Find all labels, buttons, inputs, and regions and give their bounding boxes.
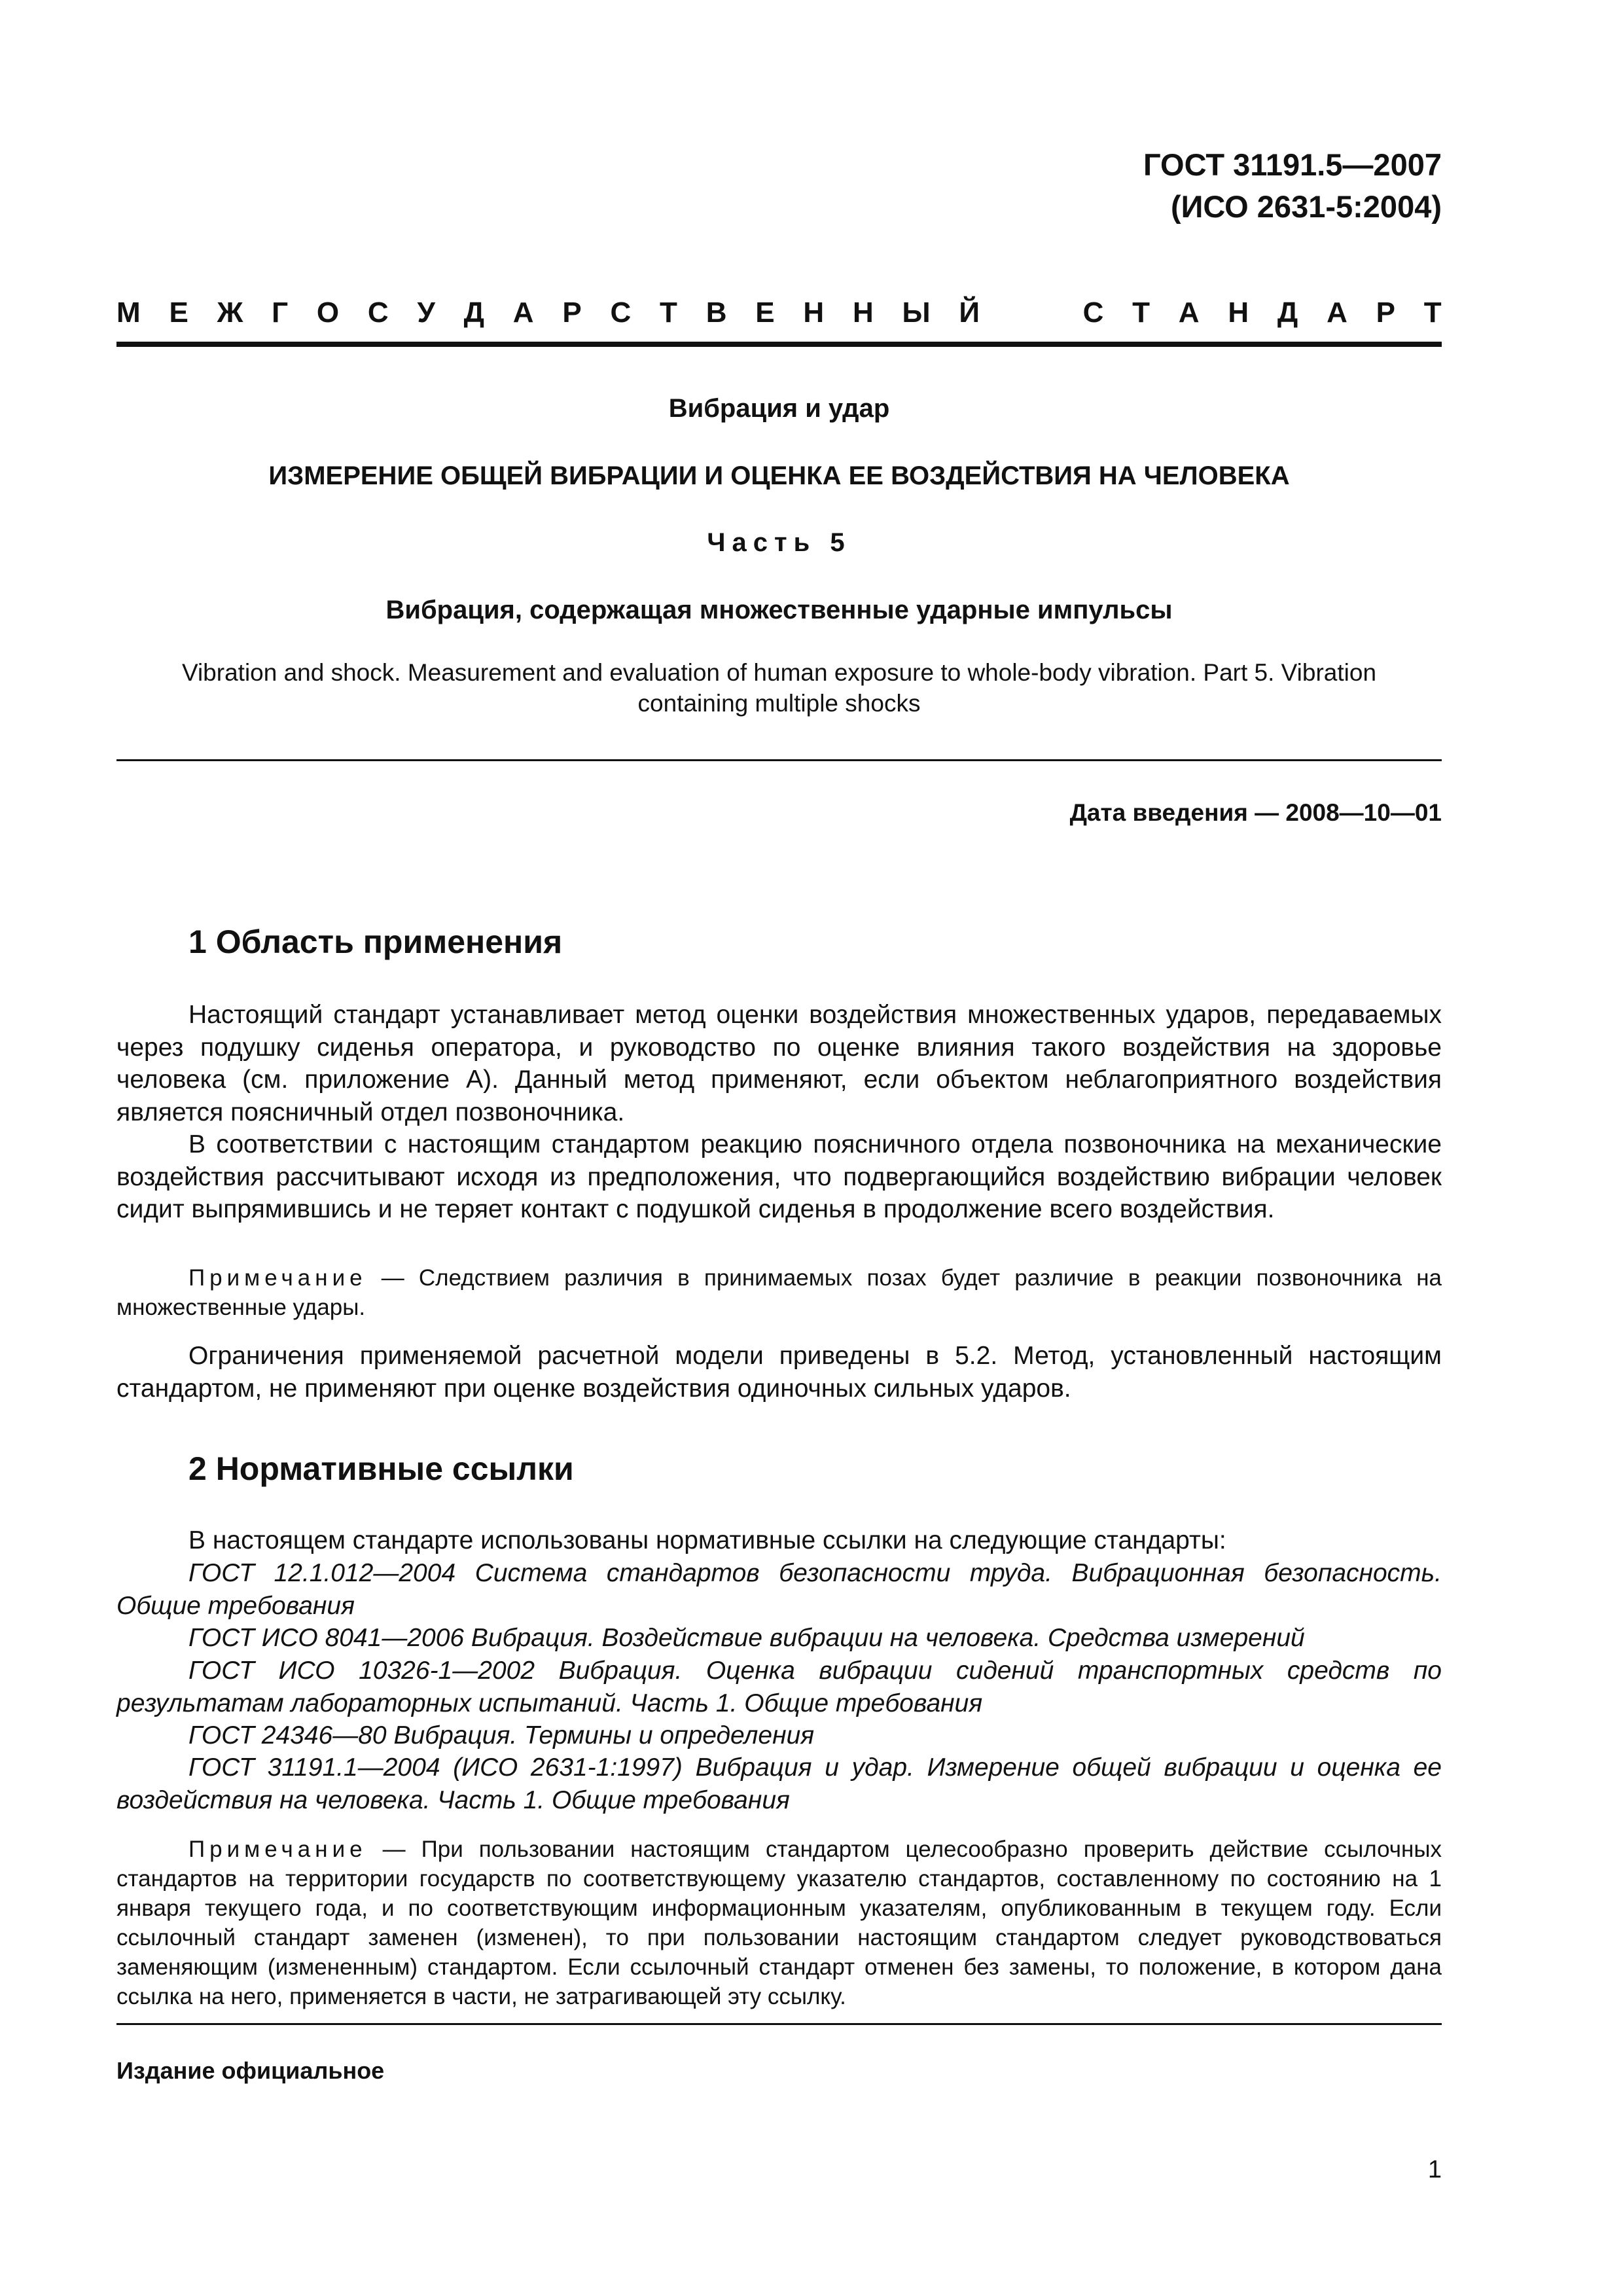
title-subtitle: Вибрация, содержащая множественные ударные импульсы <box>385 596 1173 624</box>
reference-text: ГОСТ ИСО 10326-1—2002 Вибрация. Оценка вибрации сидений транспортных средств по результатам лабораторных испытаний. Часть 1. Общие требования <box>116 1657 1442 1717</box>
title-part: Часть 5 <box>707 528 851 557</box>
banner-letter: Д <box>463 296 484 329</box>
banner-letter: Н <box>803 296 825 329</box>
banner-letter: С <box>367 296 389 329</box>
note-label: Примечание <box>188 1837 367 1862</box>
banner-letter: Р <box>1376 296 1395 329</box>
standard-number: ГОСТ 31191.5—2007 <box>1143 147 1442 182</box>
section-1-heading: 1 Область применения <box>188 924 563 960</box>
banner-letter: Е <box>755 296 775 329</box>
reference-item <box>116 1655 1442 1719</box>
banner-letter: Й <box>959 296 980 329</box>
section-2-intro <box>116 1524 1442 1557</box>
title-english: Vibration and shock. Measurement and evaluation of human exposure to whole-body vibration. Part 5. Vibration containing multiple shocks <box>181 659 1377 717</box>
page-number: 1 <box>1427 2156 1442 2183</box>
banner-letter: А <box>1327 296 1347 329</box>
banner-letter: О <box>316 296 340 329</box>
banner-letter: Д <box>1277 296 1298 329</box>
banner-letter: Ы <box>902 296 931 329</box>
section-2-note <box>116 1835 1442 2011</box>
reference-item <box>116 1751 1442 1816</box>
banner-letter: Т <box>1423 296 1442 329</box>
standard-identifier <box>1143 144 1442 228</box>
reference-text: ГОСТ 12.1.012—2004 Система стандартов безопасности труда. Вибрационная безопасность. Общие требования <box>116 1559 1442 1620</box>
interstate-standard-banner <box>116 293 1442 332</box>
note-text <box>116 1263 1442 1322</box>
note-text <box>116 1835 1442 2011</box>
official-edition-label: Издание официальное <box>116 2057 385 2084</box>
reference-text: ГОСТ ИСО 8041—2006 Вибрация. Воздействие вибрации на человека. Средства измерений <box>188 1624 1305 1652</box>
section-1-paragraph-1 <box>116 999 1442 1128</box>
banner-letter: Г <box>272 296 289 329</box>
reference-item <box>116 1557 1442 1622</box>
introduction-date: Дата введения — 2008—10—01 <box>1069 799 1442 826</box>
note-label: Примечание <box>188 1265 367 1291</box>
banner-letter: А <box>1178 296 1200 329</box>
banner-letter: А <box>512 296 534 329</box>
banner-spacer <box>1008 293 1054 332</box>
banner-letter: Ж <box>217 296 243 329</box>
section-1-paragraph-3 <box>116 1340 1442 1405</box>
section-1-note <box>116 1263 1442 1322</box>
paragraph-text: В настоящем стандарте использованы нормативные ссылки на следующие стандарты: <box>188 1526 1226 1554</box>
banner-letter: У <box>417 296 435 329</box>
reference-text: ГОСТ 24346—80 Вибрация. Термины и определения <box>188 1721 815 1749</box>
reference-text: ГОСТ 31191.1—2004 (ИСО 2631-1:1997) Вибрация и удар. Измерение общей вибрации и оценка ее воздействия на человека. Часть 1. Общие требования <box>116 1753 1442 1814</box>
footer-divider <box>116 2023 1442 2025</box>
banner-letter: С <box>610 296 632 329</box>
banner-divider <box>116 342 1442 347</box>
banner-letter: Т <box>1132 296 1150 329</box>
reference-item <box>116 1719 1442 1752</box>
banner-letter: Н <box>1228 296 1249 329</box>
banner-letter: Т <box>660 296 677 329</box>
title-divider <box>116 759 1442 761</box>
section-2-heading: 2 Нормативные ссылки <box>188 1450 574 1487</box>
note-body: — При пользовании настоящим стандартом целесообразно проверить действие ссылочных стандартов на территории государств по соответствующему указателю стандартов, составленному по состоянию на 1 января текущего года, и по соответствующим информационным указателям, опубликованным в текущем году. Если ссылочный стандарт заменен (изменен), то при пользовании настоящим стандартом следует руководствоваться заменяющим (измененным) стандартом. Если ссылочный стандарт отменен без замены, то положение, в котором дана ссылка на него, применяется в части, не затрагивающей эту ссылку. <box>116 1837 1442 2009</box>
paragraph-text: Настоящий стандарт устанавливает метод оценки воздействия множественных ударов, передаваемых через подушку сиденья оператора, и руководство по оценке влияния такого воздействия на здоровье человека (см. приложение А). Данный метод применяют, если объектом неблагоприятного воздействия является поясничный отдел позвоночника. <box>116 1001 1442 1126</box>
title-topic: Вибрация и удар <box>668 394 890 423</box>
note-body: — Следствием различия в принимаемых позах будет различие в реакции позвоночника на множественные удары. <box>116 1265 1442 1320</box>
title-main: ИЗМЕРЕНИЕ ОБЩЕЙ ВИБРАЦИИ И ОЦЕНКА ЕЕ ВОЗДЕЙСТВИЯ НА ЧЕЛОВЕКА <box>268 461 1290 490</box>
paragraph-text: Ограничения применяемой расчетной модели приведены в 5.2. Метод, установленный настоящим стандартом, не применяют при оценке воздействия одиночных сильных ударов. <box>116 1342 1442 1403</box>
banner-letter: В <box>705 296 727 329</box>
reference-item <box>116 1622 1442 1655</box>
banner-letter: Е <box>169 296 188 329</box>
section-1-paragraph-2 <box>116 1128 1442 1226</box>
banner-letter: С <box>1082 296 1104 329</box>
paragraph-text: В соответствии с настоящим стандартом реакцию поясничного отдела позвоночника на механические воздействия рассчитывают исходя из предположения, что подвергающийся воздействию вибрации человек сидит выпрямившись и не теряет контакт с подушкой сиденья в продолжение всего воздействия. <box>116 1130 1442 1223</box>
banner-letter: Н <box>852 296 874 329</box>
iso-number: (ИСО 2631-5:2004) <box>1170 189 1442 224</box>
banner-letter: М <box>116 296 141 329</box>
banner-letter: Р <box>562 296 582 329</box>
